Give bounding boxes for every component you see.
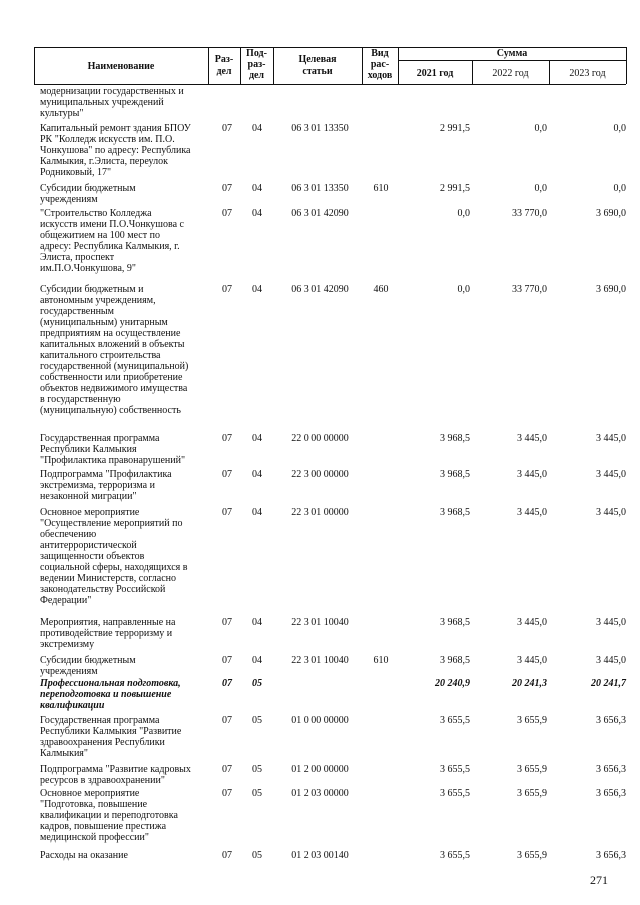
col-2022-header: 2022 год — [492, 68, 529, 79]
row-razdel: 07 — [222, 507, 232, 518]
row-name: Мероприятия, направленные на противодействие терроризму и экстремизму — [40, 617, 176, 650]
row-sum-2022: 33 770,0 — [512, 208, 547, 219]
row-razdel: 07 — [222, 678, 232, 689]
row-vid: 460 — [373, 284, 389, 295]
row-name: Подпрограмма "Развитие кадровых ресурсов в здравоохранении" — [40, 764, 191, 786]
row-razdel: 07 — [222, 469, 232, 480]
row-sum-2021: 0,0 — [457, 208, 470, 219]
row-sum-2021: 3 655,5 — [440, 788, 470, 799]
col-2023-header: 2023 год — [569, 68, 606, 79]
row-sum-2023: 0,0 — [613, 123, 626, 134]
row-podrazdel: 04 — [252, 433, 262, 444]
row-razdel: 07 — [222, 183, 232, 194]
row-sum-2022: 3 445,0 — [517, 507, 547, 518]
row-celevaya: 06 3 01 13350 — [291, 183, 349, 194]
row-sum-2021: 3 968,5 — [440, 433, 470, 444]
row-name: Государственная программа Республики Калмыкия "Профилактика правонарушений" — [40, 433, 186, 466]
row-name: модернизации государственных и муниципальных учреждений культуры" — [40, 86, 184, 119]
row-sum-2021: 3 968,5 — [440, 469, 470, 480]
row-name: Субсидии бюджетным и автономным учреждениям, государственным (муниципальным) унитарным предприятиям на осуществление капитальных вложений в объекты капитального строительства государственной (муниципальной) собственности или приобретение объектов недвижимого имущества в государственную (муниципальную) собственность — [40, 284, 189, 416]
row-podrazdel: 04 — [252, 123, 262, 134]
row-celevaya: 01 2 03 00000 — [291, 788, 349, 799]
row-sum-2021: 3 968,5 — [440, 617, 470, 628]
row-podrazdel: 04 — [252, 183, 262, 194]
row-name: Государственная программа Республики Калмыкия "Развитие здравоохранения Республики Калмыкия" — [40, 715, 182, 759]
row-sum-2021: 2 991,5 — [440, 123, 470, 134]
row-sum-2023: 3 656,3 — [596, 788, 626, 799]
row-razdel: 07 — [222, 764, 232, 775]
row-podrazdel: 04 — [252, 617, 262, 628]
row-celevaya: 22 3 01 10040 — [291, 617, 349, 628]
row-sum-2022: 3 445,0 — [517, 433, 547, 444]
row-razdel: 07 — [222, 655, 232, 666]
row-sum-2021: 2 991,5 — [440, 183, 470, 194]
col-vid-header: Вид рас- ходов — [367, 48, 393, 81]
row-sum-2022: 20 241,3 — [512, 678, 547, 689]
row-razdel: 07 — [222, 715, 232, 726]
row-sum-2022: 0,0 — [534, 123, 547, 134]
row-razdel: 07 — [222, 850, 232, 861]
col-razdel-header: Раз- дел — [214, 54, 234, 77]
row-sum-2022: 3 655,9 — [517, 788, 547, 799]
col-podrazdel-header: Под- раз- дел — [246, 48, 267, 81]
col-summa-header: Сумма — [496, 48, 528, 59]
row-sum-2021: 3 655,5 — [440, 764, 470, 775]
row-razdel: 07 — [222, 617, 232, 628]
row-sum-2023: 3 656,3 — [596, 715, 626, 726]
row-celevaya: 22 3 01 10040 — [291, 655, 349, 666]
row-celevaya: 01 2 03 00140 — [291, 850, 349, 861]
row-celevaya: 01 2 00 00000 — [291, 764, 349, 775]
row-sum-2021: 0,0 — [457, 284, 470, 295]
row-sum-2023: 3 690,0 — [596, 208, 626, 219]
row-podrazdel: 05 — [252, 788, 262, 799]
row-celevaya: 22 0 00 00000 — [291, 433, 349, 444]
col-name-header: Наименование — [87, 61, 155, 72]
row-podrazdel: 04 — [252, 655, 262, 666]
row-razdel: 07 — [222, 123, 232, 134]
row-name: Капитальный ремонт здания БПОУ РК "Колледж искусств им. П.О. Чонкушова" по адресу: Республика Калмыкия, г.Элиста, переулок Родниковый, 17" — [40, 123, 191, 178]
row-name: "Строительство Колледжа искусств имени П.О.Чонкушова с общежитием на 100 мест по адресу: Республика Калмыкия, г. Элиста, проспект им.П.О.Чонкушова, 9" — [40, 208, 184, 274]
row-sum-2021: 3 655,5 — [440, 715, 470, 726]
row-sum-2023: 3 656,3 — [596, 850, 626, 861]
row-name: Субсидии бюджетным учреждениям — [40, 655, 136, 677]
row-podrazdel: 05 — [252, 678, 262, 689]
col-celevaya-header: Целевая статьи — [298, 54, 337, 77]
row-sum-2023: 3 656,3 — [596, 764, 626, 775]
row-sum-2023: 3 445,0 — [596, 433, 626, 444]
row-sum-2022: 3 445,0 — [517, 655, 547, 666]
row-sum-2022: 3 445,0 — [517, 469, 547, 480]
col-2021-header: 2021 год — [416, 68, 454, 79]
row-sum-2022: 33 770,0 — [512, 284, 547, 295]
row-vid: 610 — [373, 183, 389, 194]
row-razdel: 07 — [222, 433, 232, 444]
row-sum-2023: 3 445,0 — [596, 507, 626, 518]
row-podrazdel: 04 — [252, 284, 262, 295]
row-celevaya: 01 0 00 00000 — [291, 715, 349, 726]
row-razdel: 07 — [222, 788, 232, 799]
row-sum-2023: 3 445,0 — [596, 655, 626, 666]
row-sum-2022: 3 655,9 — [517, 715, 547, 726]
row-sum-2023: 20 241,7 — [591, 678, 626, 689]
row-celevaya: 22 3 01 00000 — [291, 507, 349, 518]
row-sum-2022: 0,0 — [534, 183, 547, 194]
row-podrazdel: 04 — [252, 507, 262, 518]
row-name: Профессиональная подготовка, переподготовка и повышение квалификации — [40, 678, 181, 711]
row-celevaya: 06 3 01 13350 — [291, 123, 349, 134]
row-name: Расходы на оказание — [40, 850, 128, 861]
row-sum-2022: 3 445,0 — [517, 617, 547, 628]
row-sum-2023: 3 445,0 — [596, 617, 626, 628]
row-vid: 610 — [373, 655, 389, 666]
row-name: Основное мероприятие "Осуществление мероприятий по обеспечению антитеррористической защищенности объектов социальной сферы, находящихся в ведении Министерств, согласно законодательству Российской Федерации" — [40, 507, 188, 606]
row-sum-2023: 3 690,0 — [596, 284, 626, 295]
row-celevaya: 06 3 01 42090 — [291, 284, 349, 295]
row-sum-2023: 3 445,0 — [596, 469, 626, 480]
row-podrazdel: 05 — [252, 715, 262, 726]
row-name: Подпрограмма "Профилактика экстремизма, терроризма и незаконной миграции" — [40, 469, 172, 502]
row-celevaya: 22 3 00 00000 — [291, 469, 349, 480]
row-sum-2021: 20 240,9 — [435, 678, 470, 689]
row-sum-2021: 3 655,5 — [440, 850, 470, 861]
row-celevaya: 06 3 01 42090 — [291, 208, 349, 219]
row-razdel: 07 — [222, 208, 232, 219]
row-sum-2022: 3 655,9 — [517, 850, 547, 861]
page-number: 271 — [590, 873, 608, 887]
row-sum-2022: 3 655,9 — [517, 764, 547, 775]
row-sum-2023: 0,0 — [613, 183, 626, 194]
row-name: Субсидии бюджетным учреждениям — [40, 183, 136, 205]
row-podrazdel: 05 — [252, 850, 262, 861]
row-name: Основное мероприятие "Подготовка, повышение квалификации и переподготовка кадров, повышение престижа медицинской профессии" — [40, 788, 178, 843]
row-sum-2021: 3 968,5 — [440, 655, 470, 666]
row-podrazdel: 05 — [252, 764, 262, 775]
table-header — [0, 0, 640, 90]
row-razdel: 07 — [222, 284, 232, 295]
row-podrazdel: 04 — [252, 208, 262, 219]
row-podrazdel: 04 — [252, 469, 262, 480]
row-sum-2021: 3 968,5 — [440, 507, 470, 518]
